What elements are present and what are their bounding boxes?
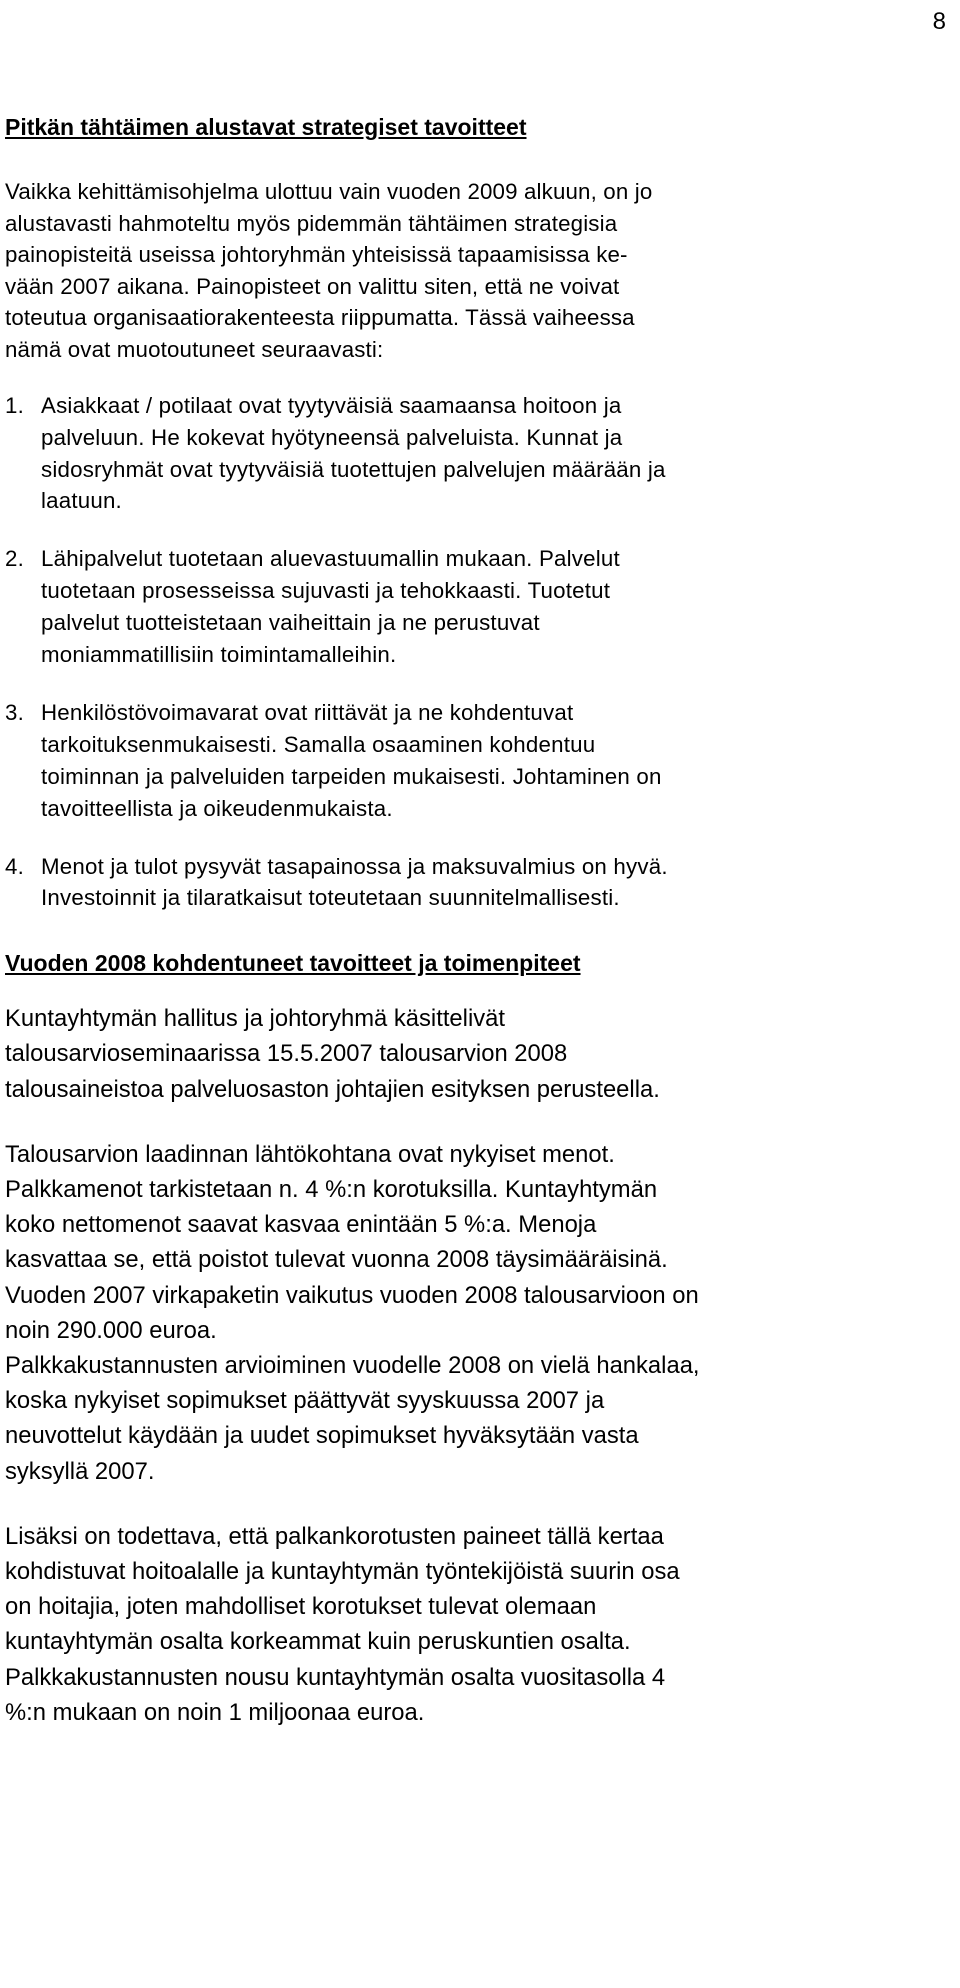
goal-item-text: Asiakkaat / potilaat ovat tyytyväisiä saamaansa hoitoon ja palveluun. He kokevat hyötyneensä palveluista. Kunnat ja sidosryhmät ovat tyytyväisiä tuotettujen palvelujen määrään ja laatuun.	[41, 393, 666, 514]
body-paragraph: Kuntayhtymän hallitus ja johtoryhmä käsittelivät talousarvioseminaarissa 15.5.2007 talousarvion 2008 talousaineistoa palveluosaston johtajien esityksen perusteella.	[5, 1005, 660, 1103]
section-heading-strategic-goals: Pitkän tähtäimen alustavat strategiset tavoitteet	[5, 114, 527, 140]
goal-item-text: Henkilöstövoimavarat ovat riittävät ja ne kohdentuvat tarkoituksenmukaisesti. Samalla osaaminen kohdentuu toiminnan ja palveluiden tarpeiden mukaisesti. Johtaminen on tavoitteellista ja oikeudenmukaista.	[41, 700, 662, 821]
section-strategic-goals	[5, 112, 945, 914]
goal-item-text: Lähipalvelut tuotetaan aluevastuumallin mukaan. Palvelut tuotetaan prosesseissa sujuvasti ja tehokkaasti. Tuotetut palvelut tuotteistetaan vaiheittain ja ne perustuvat moniammatillisiin toimintamalleihin.	[41, 546, 620, 667]
goal-item-3	[5, 697, 945, 824]
goal-item-4	[5, 851, 945, 915]
body-paragraph: Talousarvion laadinnan lähtökohtana ovat nykyiset menot. Palkkamenot tarkistetaan n. 4 %:n korotuksilla. Kuntayhtymän koko nettomenot saavat kasvaa enintään 5 %:a. Menoja kasvattaa se, että poistot tulevat vuonna 2008 täysimääräisinä. Vuoden 2007 virkapaketin vaikutus vuoden 2008 talousarvioon on noin 290.000 euroa. Palkkakustannusten arvioiminen vuodelle 2008 on vielä hankalaa, koska nykyiset sopimukset päättyvät syyskuussa 2007 ja neuvottelut käydään ja uudet sopimukset hyväksytään vasta syksyllä 2007.	[5, 1140, 700, 1485]
goal-item-text: Menot ja tulot pysyvät tasapainossa ja maksuvalmius on hyvä. Investoinnit ja tilaratkaisut toteutetaan suunnitelmallisesti.	[41, 853, 668, 911]
page-number: 8	[932, 8, 946, 35]
section-heading-2008-goals: Vuoden 2008 kohdentuneet tavoitteet ja toimenpiteet	[5, 950, 581, 977]
page-content	[5, 112, 945, 1730]
goal-item-number: 1.	[5, 393, 24, 418]
intro-paragraph: Vaikka kehittämisohjelma ulottuu vain vuoden 2009 alkuun, on jo alustavasti hahmoteltu myös pidemmän tähtäimen strategisia painopisteitä useissa johtoryhmän yhteisissä tapaamisissa ke- vään 2007 aikana. Painopisteet on valittu siten, että ne voivat toteutua organisaatiorakenteesta riippumatta. Tässä vaiheessa nämä ovat muotoutuneet seuraavasti:	[5, 179, 653, 362]
goal-item-1	[5, 390, 945, 517]
goal-item-number: 3.	[5, 700, 24, 726]
section-2008-goals	[5, 948, 945, 1730]
goal-item-2	[5, 543, 945, 670]
goal-item-number: 2.	[5, 546, 24, 572]
body-paragraph: Lisäksi on todettava, että palkankorotusten paineet tällä kertaa kohdistuvat hoitoalalle ja kuntayhtymän työntekijöistä suurin osa on hoitajia, joten mahdolliset korotukset tulevat olemaan kuntayhtymän osalta korkeammat kuin peruskuntien osalta. Palkkakustannusten nousu kuntayhtymän osalta vuositasolla 4 %:n mukaan on noin 1 miljoonaa euroa.	[5, 1522, 680, 1726]
goal-item-number: 4.	[5, 853, 24, 879]
